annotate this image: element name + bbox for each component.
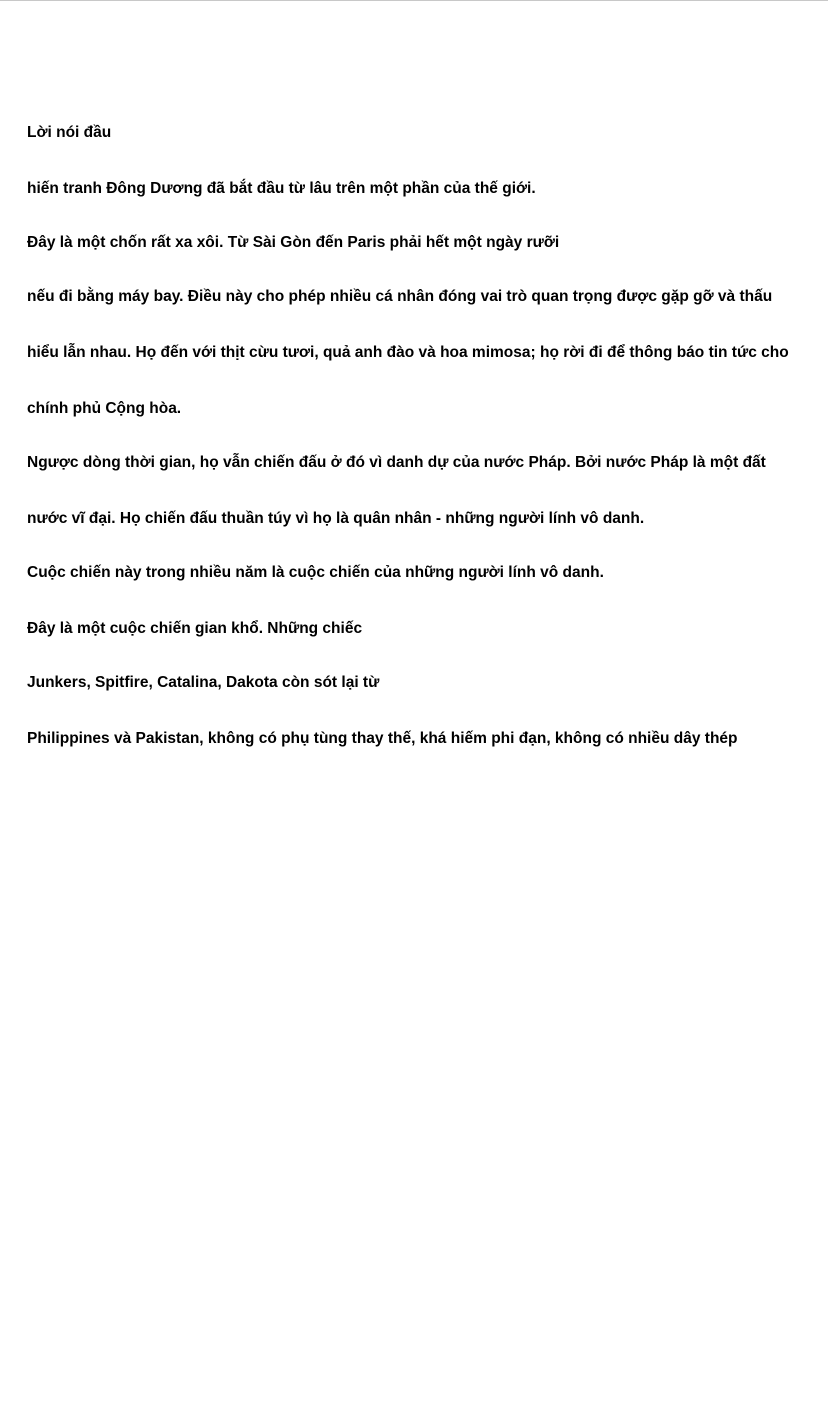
- text-line: Đây là một cuộc chiến gian khổ. Những chiếc: [27, 620, 363, 637]
- document-heading: Lời nói đầu: [27, 124, 112, 141]
- text-line: Cuộc chiến này trong nhiều năm là cuộc chiến của những người lính vô danh.: [27, 564, 604, 581]
- text-line: chính phủ Cộng hòa.: [27, 400, 182, 417]
- text-line: Ngược dòng thời gian, họ vẫn chiến đấu ở đó vì danh dự của nước Pháp. Bởi nước Pháp là một đất: [27, 454, 766, 471]
- text-line: Junkers, Spitfire, Catalina, Dakota còn sót lại từ: [27, 674, 380, 691]
- top-divider: [0, 0, 828, 1]
- text-line: hiểu lẫn nhau. Họ đến với thịt cừu tươi, quả anh đào và hoa mimosa; họ rời đi để thông báo tin tức cho: [27, 344, 789, 361]
- text-line: Philippines và Pakistan, không có phụ tùng thay thế, khá hiếm phi đạn, không có nhiều dây thép: [27, 730, 738, 747]
- text-line: nếu đi bằng máy bay. Điều này cho phép nhiều cá nhân đóng vai trò quan trọng được gặp gỡ và thấu: [27, 288, 773, 305]
- text-line: hiến tranh Đông Dương đã bắt đầu từ lâu trên một phần của thế giới.: [27, 180, 536, 197]
- text-line: nước vĩ đại. Họ chiến đấu thuần túy vì họ là quân nhân - những người lính vô danh.: [27, 510, 645, 527]
- text-line: Đây là một chốn rất xa xôi. Từ Sài Gòn đến Paris phải hết một ngày rưỡi: [27, 234, 560, 251]
